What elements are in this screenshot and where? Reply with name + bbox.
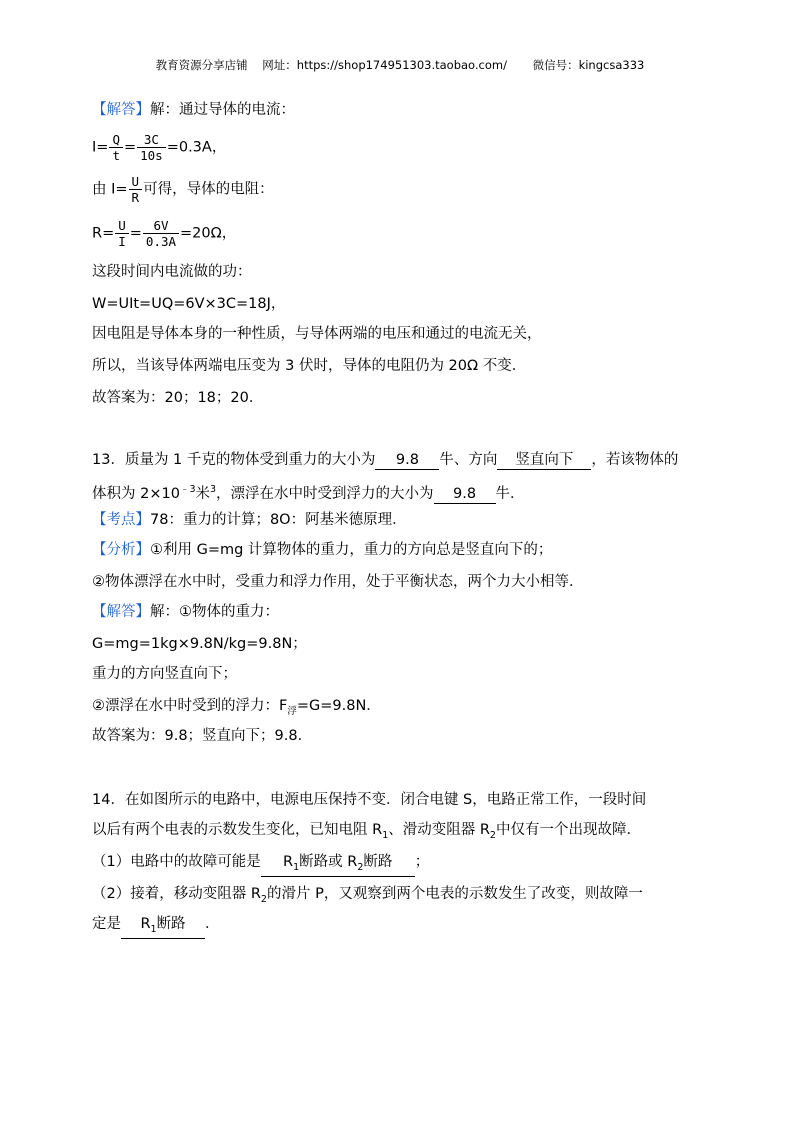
fraction-numerator: Q [109,132,123,148]
fraction-denominator: R [131,190,140,205]
work-intro: 这段时间内电流做的功： [92,264,252,280]
formula-rhs: =0.3A， [166,139,227,156]
text: ②漂浮在水中时受到的浮力：F [92,698,288,714]
q13-line-2 [92,480,525,504]
answer-blank: 竖直向下 [497,452,591,470]
fraction-denominator: t [112,148,120,163]
knowledge-point [92,510,407,530]
buoyancy-line [92,696,381,722]
fraction-denominator: I [118,234,126,249]
text: （2）接着，移动变阻器 R [92,886,261,902]
fraction-6v-over-03a [143,218,179,249]
text: ，漂浮在水中时受到浮力的大小为 [216,485,434,502]
subscript: 2 [489,829,496,841]
q14-part-2-cont [92,914,220,939]
resistance-formula [92,218,236,249]
current-formula [92,132,226,163]
fraction-numerator: 6V [143,218,179,234]
final-answer: 故答案为：20；18；20． [92,390,264,406]
text: 体积为 2×10 [92,485,180,502]
answer-blank: 9.8 [375,452,439,470]
text: 牛、方向 [439,452,498,468]
gravity-direction: 重力的方向竖直向下； [92,666,237,682]
text: 、滑动变阻器 R [388,822,490,838]
text: =G=9.8N． [296,698,381,714]
fraction-numerator: U [115,218,129,234]
equals: = [129,225,142,242]
final-answer: 故答案为：9.8；竖直向下；9.8． [92,728,313,744]
formula-lhs: I= [92,139,109,156]
text: R [140,916,151,932]
answer-blank: 9.8 [434,486,496,504]
q14-part-2 [92,884,643,910]
work-formula: W=UIt=UQ=6V×3C=18J， [92,296,286,312]
analysis-line-1 [92,540,552,560]
text: 断路或 R [299,854,358,870]
page-header: 教育资源分享店铺 网址：https://shop174951303.taobao.com/ 微信号：kingcsa333 [155,58,645,72]
text: 解：①物体的重力： [150,604,279,620]
fraction-numerator: U [129,174,143,190]
gravity-formula: G=mg=1kg×9.8N/kg=9.8N； [92,636,307,652]
q13-line-1 [92,450,678,470]
answer-blank [121,916,205,939]
text: 以后有两个电表的示数发生变化，已知电阻 R [92,822,383,838]
equals: = [123,139,137,156]
q14-part-1 [92,852,429,877]
formula-rhs: =20Ω， [180,225,237,242]
subscript: 1 [150,923,157,935]
analysis-tag: 【分析】 [92,542,150,558]
answer-tag: 【解答】 [92,604,150,620]
text: 13．质量为 1 千克的物体受到重力的大小为 [92,452,376,468]
analysis-line-2: ②物体漂浮在水中时，受重力和浮力作用，处于平衡状态，两个力大小相等． [92,574,584,590]
reason-line: 因电阻是导体本身的一种性质，与导体两端的电压和通过的电流无关， [92,326,542,342]
text: ． [205,916,220,932]
superscript: ﹣3 [179,484,196,495]
text: 78：重力的计算；8O：阿基米德原理． [150,512,407,528]
answer-blank [261,854,415,877]
fraction-denominator: 10s [140,148,163,163]
text: （1）电路中的故障可能是 [92,854,261,870]
conclusion-line: 所以，当该导体两端电压变为 3 伏时，导体的电阻仍为 20Ω 不变． [92,358,527,374]
text: 牛． [495,485,525,502]
subscript: 2 [357,861,364,873]
fraction-u-over-r [129,174,143,205]
subscript: 浮 [287,705,297,717]
solution-line [92,602,279,622]
fraction-denominator: 0.3A [145,234,177,249]
fraction-numerator: 3C [137,132,166,148]
answer-intro: 解：通过导体的电流： [150,102,295,118]
superscript: 3 [209,484,217,495]
text: 的滑片 P，又观察到两个电表的示数发生了改变，则故障一 [266,886,643,902]
text: 断路 [156,916,186,932]
text: ，若该物体的 [591,452,679,468]
fraction-q-over-t [109,132,123,163]
q12-answer-line [92,100,295,120]
text: 断路 [363,854,393,870]
answer-tag: 【解答】 [92,102,150,118]
formula-lhs: R= [92,225,115,242]
text: R [283,854,294,870]
text: 中仅有一个出现故障． [495,822,641,838]
fraction-3c-over-10s [137,132,166,163]
subscript: 1 [293,861,300,873]
fraction-u-over-i [115,218,129,249]
text: ； [414,854,430,870]
subscript: 1 [382,829,389,841]
formula-post: 可得，导体的电阻： [143,181,274,198]
text: ①利用 G=mg 计算物体的重力，重力的方向总是竖直向下的； [150,542,553,558]
knowledge-tag: 【考点】 [92,512,150,528]
q14-line-1: 14．在如图所示的电路中，电源电压保持不变．闭合电键 S，电路正常工作，一段时间 [92,792,647,808]
q14-line-2 [92,820,641,846]
subscript: 2 [260,893,267,905]
formula-pre: 由 I= [92,181,128,198]
text: 定是 [92,916,121,932]
text: 米 [195,485,210,502]
ohm-law-line [92,174,274,205]
